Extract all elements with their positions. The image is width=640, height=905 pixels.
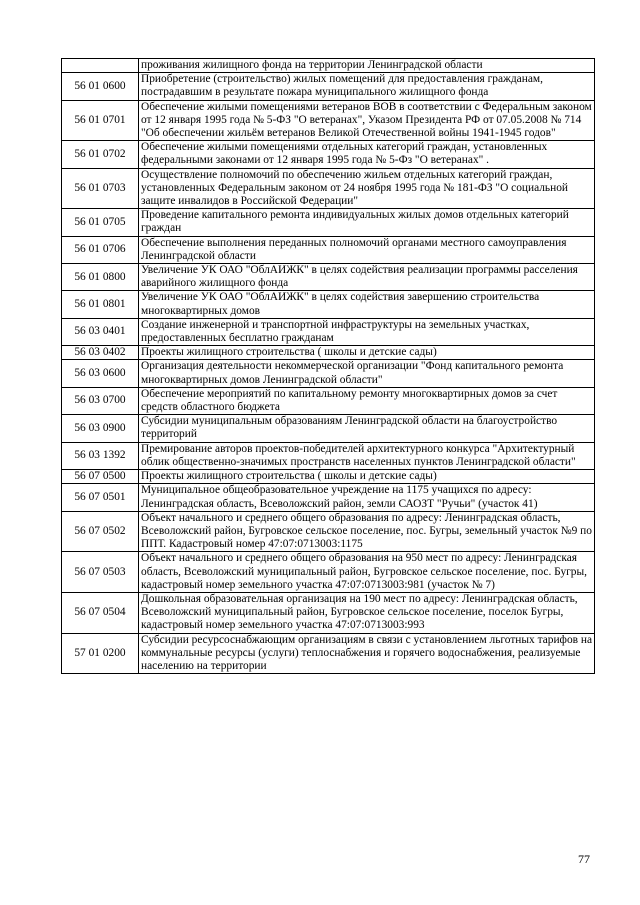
row-description: Субсидии ресурсоснабжающим организациям в связи с установлением льготных тарифов на коммунальные ресурсы (услуги) теплоснабжения и горячего водоснабжения, реализуемые населению на территории xyxy=(139,633,595,674)
row-code: 56 03 0700 xyxy=(62,387,139,414)
table-row xyxy=(62,346,595,360)
row-description: Объект начального и среднего общего образования на 950 мест по адресу: Ленинградская область, Всеволожский муниципальный район, Бугровское сельское поселение, пос. Бугры, кадастровый номер земельного участка 47:07:0713003:981 (участок № 7) xyxy=(139,552,595,593)
row-code: 56 07 0504 xyxy=(62,592,139,633)
budget-classification-table xyxy=(61,58,595,674)
row-code: 56 03 0900 xyxy=(62,415,139,442)
table-row xyxy=(62,360,595,387)
row-description: проживания жилищного фонда на территории Ленинградской области xyxy=(139,59,595,73)
row-description: Обеспечение жилыми помещениями ветеранов ВОВ в соответствии с Федеральным законом от 12 января 1995 года № 5-ФЗ "О ветеранах", Указом Президента РФ от 07.05.2008 № 714 "Об обеспечении жильём ветеранов Великой Отечественной войны 1941-1945 годов" xyxy=(139,100,595,141)
row-code: 56 01 0703 xyxy=(62,168,139,209)
row-description: Обеспечение жилыми помещениями отдельных категорий граждан, установленных федеральными законами от 12 января 1995 года № 5-Фз "О ветеранах" . xyxy=(139,141,595,168)
page-number: 77 xyxy=(578,852,590,866)
table-row xyxy=(62,141,595,168)
table-row xyxy=(62,470,595,484)
table-row xyxy=(62,511,595,552)
row-description: Увеличение УК ОАО "ОблАИЖК" в целях содействия реализации программы расселения аварийного жилищного фонда xyxy=(139,264,595,291)
table-row xyxy=(62,209,595,236)
table-row xyxy=(62,442,595,469)
row-description: Обеспечение выполнения переданных полномочий органами местного самоуправления Ленинградской области xyxy=(139,236,595,263)
row-description: Проведение капитального ремонта индивидуальных жилых домов отдельных категорий граждан xyxy=(139,209,595,236)
row-code: 56 03 1392 xyxy=(62,442,139,469)
row-code: 56 03 0600 xyxy=(62,360,139,387)
row-description: Премирование авторов проектов-победителей архитектурного конкурса "Архитектурный облик общественно-значимых пространств населенных пунктов Ленинградской области" xyxy=(139,442,595,469)
row-code: 56 03 0401 xyxy=(62,318,139,345)
row-code: 56 07 0503 xyxy=(62,552,139,593)
table-row xyxy=(62,264,595,291)
row-code: 56 01 0800 xyxy=(62,264,139,291)
table-row xyxy=(62,168,595,209)
row-description: Создание инженерной и транспортной инфраструктуры на земельных участках, предоставленных бесплатно гражданам xyxy=(139,318,595,345)
table-row xyxy=(62,484,595,511)
row-code: 56 07 0502 xyxy=(62,511,139,552)
table-row xyxy=(62,415,595,442)
table-row xyxy=(62,100,595,141)
row-description: Увеличение УК ОАО "ОблАИЖК" в целях содействия завершению строительства многоквартирных домов xyxy=(139,291,595,318)
row-description: Субсидии муниципальным образованиям Ленинградской области на благоустройство территорий xyxy=(139,415,595,442)
table-row xyxy=(62,59,595,73)
table-body xyxy=(62,59,595,674)
row-code: 57 01 0200 xyxy=(62,633,139,674)
row-description: Дошкольная образовательная организация на 190 мест по адресу: Ленинградская область, Всеволожский муниципальный район, Бугровское сельское поселение, поселок Бугры, кадастровый номер земельного участка 47:07:0713003:993 xyxy=(139,592,595,633)
table-row xyxy=(62,552,595,593)
row-code: 56 01 0801 xyxy=(62,291,139,318)
table-row xyxy=(62,236,595,263)
table-row xyxy=(62,291,595,318)
row-description: Объект начального и среднего общего образования по адресу: Ленинградская область, Всеволожский район, Бугровское сельское поселение, пос. Бугры, земельный участок №9 по ППТ. Кадастровый номер 47:07:0713003:1175 xyxy=(139,511,595,552)
row-description: Проекты жилищного строительства ( школы и детские сады) xyxy=(139,346,595,360)
row-code: 56 01 0706 xyxy=(62,236,139,263)
row-description: Муниципальное общеобразовательное учреждение на 1175 учащихся по адресу: Ленинградская область, Всеволожский район, земли САОЗТ "Ручьи" (участок 41) xyxy=(139,484,595,511)
row-code: 56 01 0600 xyxy=(62,73,139,100)
table-row xyxy=(62,387,595,414)
table-row xyxy=(62,73,595,100)
table-row xyxy=(62,318,595,345)
row-code: 56 03 0402 xyxy=(62,346,139,360)
row-code: 56 07 0500 xyxy=(62,470,139,484)
row-code: 56 01 0702 xyxy=(62,141,139,168)
row-code xyxy=(62,59,139,73)
row-code: 56 01 0705 xyxy=(62,209,139,236)
row-description: Осуществление полномочий по обеспечению жильем отдельных категорий граждан, установленных Федеральным законом от 24 ноября 1995 года № 181-ФЗ "О социальной защите инвалидов в Российской Федерации" xyxy=(139,168,595,209)
row-code: 56 07 0501 xyxy=(62,484,139,511)
table-row xyxy=(62,592,595,633)
row-description: Приобретение (строительство) жилых помещений для предоставления гражданам, пострадавшим в результате пожара муниципального жилищного фонда xyxy=(139,73,595,100)
row-code: 56 01 0701 xyxy=(62,100,139,141)
table-row xyxy=(62,633,595,674)
row-description: Организация деятельности некоммерческой организации "Фонд капитального ремонта многоквартирных домов Ленинградской области" xyxy=(139,360,595,387)
row-description: Проекты жилищного строительства ( школы и детские сады) xyxy=(139,470,595,484)
row-description: Обеспечение мероприятий по капитальному ремонту многоквартирных домов за счет средств областного бюджета xyxy=(139,387,595,414)
